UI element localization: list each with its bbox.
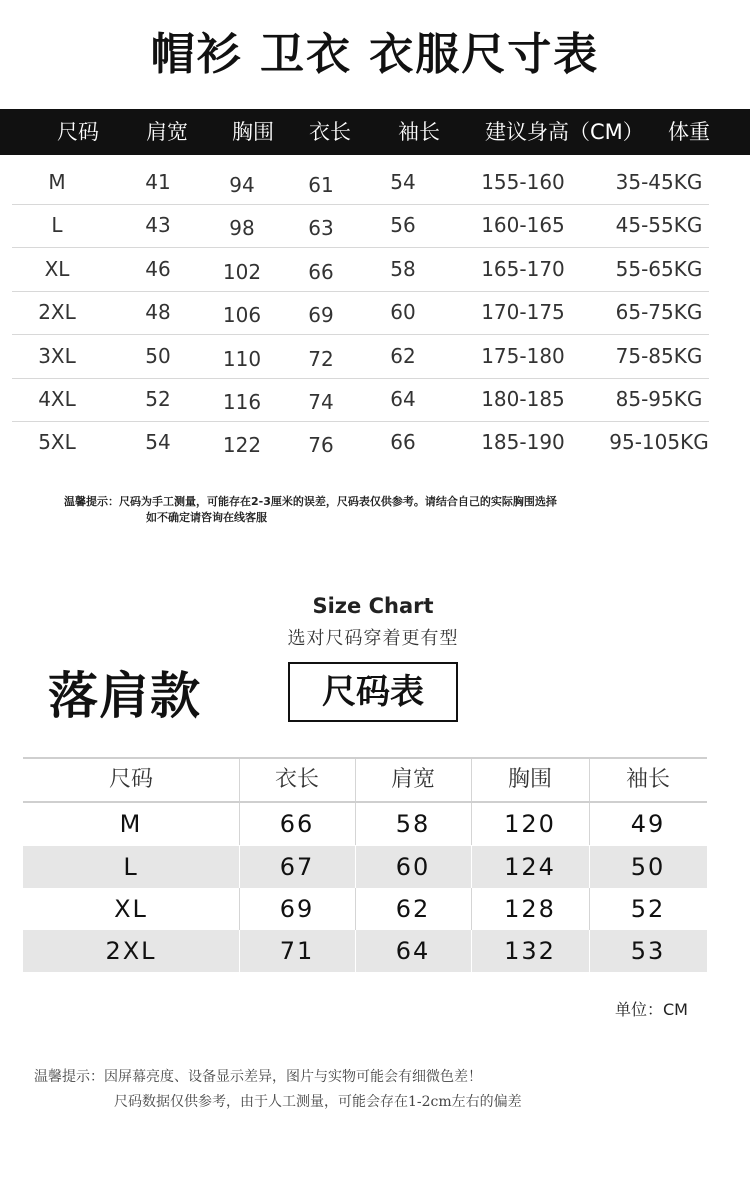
chart-label-box: 尺码表: [288, 662, 458, 722]
top-cell-shoulder: 43: [145, 213, 171, 237]
bottom-cell-length: 66: [279, 810, 315, 838]
top-cell-chest: 102: [222, 260, 262, 284]
bottom-cell-length: 71: [279, 937, 315, 965]
top-table-row: [12, 160, 709, 205]
top-cell-sleeve: 62: [390, 344, 416, 368]
bottom-cell-chest: 132: [504, 937, 556, 965]
top-cell-sleeve: 64: [390, 387, 416, 411]
top-cell-size: M: [48, 170, 66, 194]
top-cell-shoulder: 52: [145, 387, 171, 411]
bottom-note-line2: 尺码数据仅供参考，由于人工测量，可能会存在1-2cm左右的偏差: [114, 1094, 522, 1110]
top-cell-chest: 98: [229, 216, 255, 240]
top-table-row: [12, 334, 709, 379]
top-cell-size: L: [51, 213, 63, 237]
bottom-cell-sleeve: 50: [630, 853, 666, 881]
bottom-table-row: [23, 930, 707, 972]
top-cell-height: 160-165: [481, 213, 565, 237]
top-cell-chest: 116: [222, 390, 262, 414]
top-cell-height: 165-170: [481, 257, 565, 281]
bottom-cell-sleeve: 53: [630, 937, 666, 965]
bottom-cell-shoulder: 64: [395, 937, 431, 965]
top-cell-size: 5XL: [38, 430, 76, 454]
top-table-row: [12, 377, 709, 422]
main-title: 帽衫 卫衣 衣服尺寸表: [150, 29, 600, 80]
top-note-line1: 温馨提示：尺码为手工测量，可能存在2-3厘米的误差，尺码表仅供参考。请结合自己的实际胸围选择: [64, 495, 557, 508]
bottom-cell-sleeve: 52: [630, 895, 666, 923]
bottom-cell-sleeve: 49: [630, 810, 666, 838]
header-chest: 胸围: [232, 120, 274, 144]
bottom-cell-length: 69: [279, 895, 315, 923]
top-cell-sleeve: 56: [390, 213, 416, 237]
top-cell-shoulder: 41: [145, 170, 171, 194]
bottom-cell-shoulder: 60: [395, 853, 431, 881]
bottom-cell-size: L: [123, 853, 139, 881]
top-cell-shoulder: 54: [145, 430, 171, 454]
bottom-header-size: 尺码: [108, 767, 153, 792]
bottom-cell-chest: 128: [504, 895, 556, 923]
top-cell-sleeve: 66: [390, 430, 416, 454]
top-cell-weight: 45-55KG: [615, 213, 703, 237]
top-table-row: [12, 420, 709, 464]
bottom-note-line1: 温馨提示：因屏幕亮度、设备显示差异，图片与实物可能会有细微色差！: [34, 1069, 482, 1085]
top-cell-weight: 95-105KG: [609, 430, 709, 454]
top-cell-length: 61: [308, 173, 334, 197]
header-weight: 体重: [668, 120, 710, 144]
top-cell-chest: 94: [229, 173, 255, 197]
size-chart-subheading: 选对尺码穿着更有型: [287, 628, 459, 649]
top-cell-sleeve: 58: [390, 257, 416, 281]
size-chart-heading: Size Chart: [312, 594, 434, 618]
top-cell-length: 63: [308, 216, 334, 240]
top-cell-chest: 106: [222, 303, 262, 327]
top-cell-weight: 55-65KG: [615, 257, 703, 281]
top-cell-length: 76: [308, 433, 334, 457]
top-cell-chest: 122: [222, 433, 262, 457]
top-cell-weight: 75-85KG: [615, 344, 703, 368]
top-cell-height: 170-175: [481, 300, 565, 324]
top-cell-length: 74: [308, 390, 334, 414]
top-table-row: [12, 203, 709, 248]
top-cell-size: 3XL: [38, 344, 76, 368]
top-cell-sleeve: 60: [390, 300, 416, 324]
top-cell-height: 185-190: [481, 430, 565, 454]
bottom-cell-chest: 124: [504, 853, 556, 881]
header-shoulder: 肩宽: [146, 120, 188, 144]
unit-label: 单位：CM: [615, 1000, 688, 1019]
top-cell-length: 72: [308, 347, 334, 371]
style-label: 落肩款: [48, 667, 201, 725]
top-cell-weight: 85-95KG: [615, 387, 703, 411]
bottom-table: [23, 757, 707, 971]
bottom-cell-length: 67: [279, 853, 315, 881]
bottom-header-chest: 胸围: [507, 767, 552, 792]
top-cell-sleeve: 54: [390, 170, 416, 194]
bottom-header-sleeve: 袖长: [625, 767, 670, 792]
bottom-table-row: [23, 888, 707, 930]
header-height: 建议身高（CM）: [485, 120, 644, 144]
bottom-cell-size: XL: [114, 895, 148, 923]
top-note-line2: 如不确定请咨询在线客服: [146, 511, 267, 524]
top-cell-weight: 65-75KG: [615, 300, 703, 324]
top-table-row: [12, 247, 709, 292]
bottom-table-header: [23, 757, 707, 803]
top-cell-size: XL: [44, 257, 70, 281]
bottom-table-row: [23, 803, 707, 845]
bottom-cell-shoulder: 58: [395, 810, 431, 838]
top-cell-height: 155-160: [481, 170, 565, 194]
bottom-cell-size: M: [119, 810, 143, 838]
top-cell-weight: 35-45KG: [615, 170, 703, 194]
bottom-cell-shoulder: 62: [395, 895, 431, 923]
bottom-header-shoulder: 肩宽: [390, 767, 435, 792]
bottom-cell-size: 2XL: [105, 937, 157, 965]
top-cell-length: 69: [308, 303, 334, 327]
top-cell-shoulder: 48: [145, 300, 171, 324]
header-size: 尺码: [57, 120, 99, 144]
top-cell-shoulder: 50: [145, 344, 171, 368]
top-table-row: [12, 290, 709, 335]
top-cell-length: 66: [308, 260, 334, 284]
top-table-header: [0, 109, 750, 155]
header-sleeve: 袖长: [398, 120, 440, 144]
top-cell-size: 2XL: [38, 300, 76, 324]
bottom-table-row: [23, 846, 707, 888]
top-cell-height: 180-185: [481, 387, 565, 411]
top-cell-height: 175-180: [481, 344, 565, 368]
top-cell-shoulder: 46: [145, 257, 171, 281]
top-cell-size: 4XL: [38, 387, 76, 411]
bottom-header-length: 衣长: [274, 767, 319, 792]
header-length: 衣长: [309, 120, 351, 144]
bottom-cell-chest: 120: [504, 810, 556, 838]
top-cell-chest: 110: [222, 347, 262, 371]
